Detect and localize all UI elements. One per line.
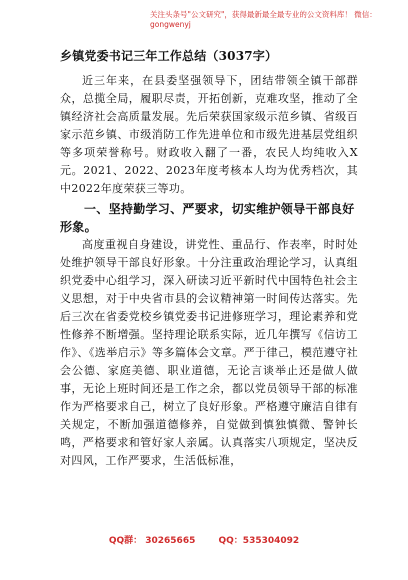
intro-paragraph: 近三年来，在县委坚强领导下，团结带领全镇干部群众，总揽全局，履职尽责，开拓创新，克难攻坚，推动了全镇经济社会高质量发展。先后荣获国家级示范乡镇、省级百家示范乡镇、市级消防工作先进单位和市级先进基层党组织等多项荣誉称号。财政收入翻了一番，农民人均纯收入X元。2021、2022、2023年度考核本人均为优秀档次，其中2022年度荣获三等功。 bbox=[60, 74, 358, 195]
section-1-heading: 一、坚持勤学习、严要求，切实维护领导干部良好形象。 bbox=[60, 202, 355, 234]
footer bbox=[0, 533, 408, 546]
document-body bbox=[60, 72, 358, 470]
section-1-body: 高度重视自身建设，讲党性、重品行、作表率，时时处处维护领导干部良好形象。十分注重政治理论学习，认真组织党委中心组学习，深入研读习近平新时代中国特色社会主义思想，对于中央省市县的会议精神第一时间传达落实。先后三次在省委党校乡镇党委书记进修班学习，理论素养和党性修养不断增强。坚持理论联系实际，近几年撰写《信访工作》、《选举启示》等多篇体会文章。严于律己，模范遵守社会公德、家庭美德、职业道德，无论言谈举止还是做人做事，无论上班时间还是工作之余，都以党员领导干部的标准作为严格要求自己，树立了良好形象。严格遵守廉洁自律有关规定，不断加强道德修养，自觉做到慎独慎微、警钟长鸣，严格要求和管好家人亲属。认真落实八项规定，坚决反对四风，工作严要求，生活低标准， bbox=[60, 238, 358, 467]
document-title: 乡镇党委书记三年工作总结（3037字） bbox=[60, 49, 278, 63]
footer-qq: QQ：535304092 bbox=[218, 536, 300, 546]
header-banner: 关注头条号"公文研究"，获得最新最全最专业的公文资料库！ 微信：gongwenyj bbox=[150, 10, 377, 29]
footer-qq-group: QQ群： 30265665 bbox=[108, 536, 196, 546]
